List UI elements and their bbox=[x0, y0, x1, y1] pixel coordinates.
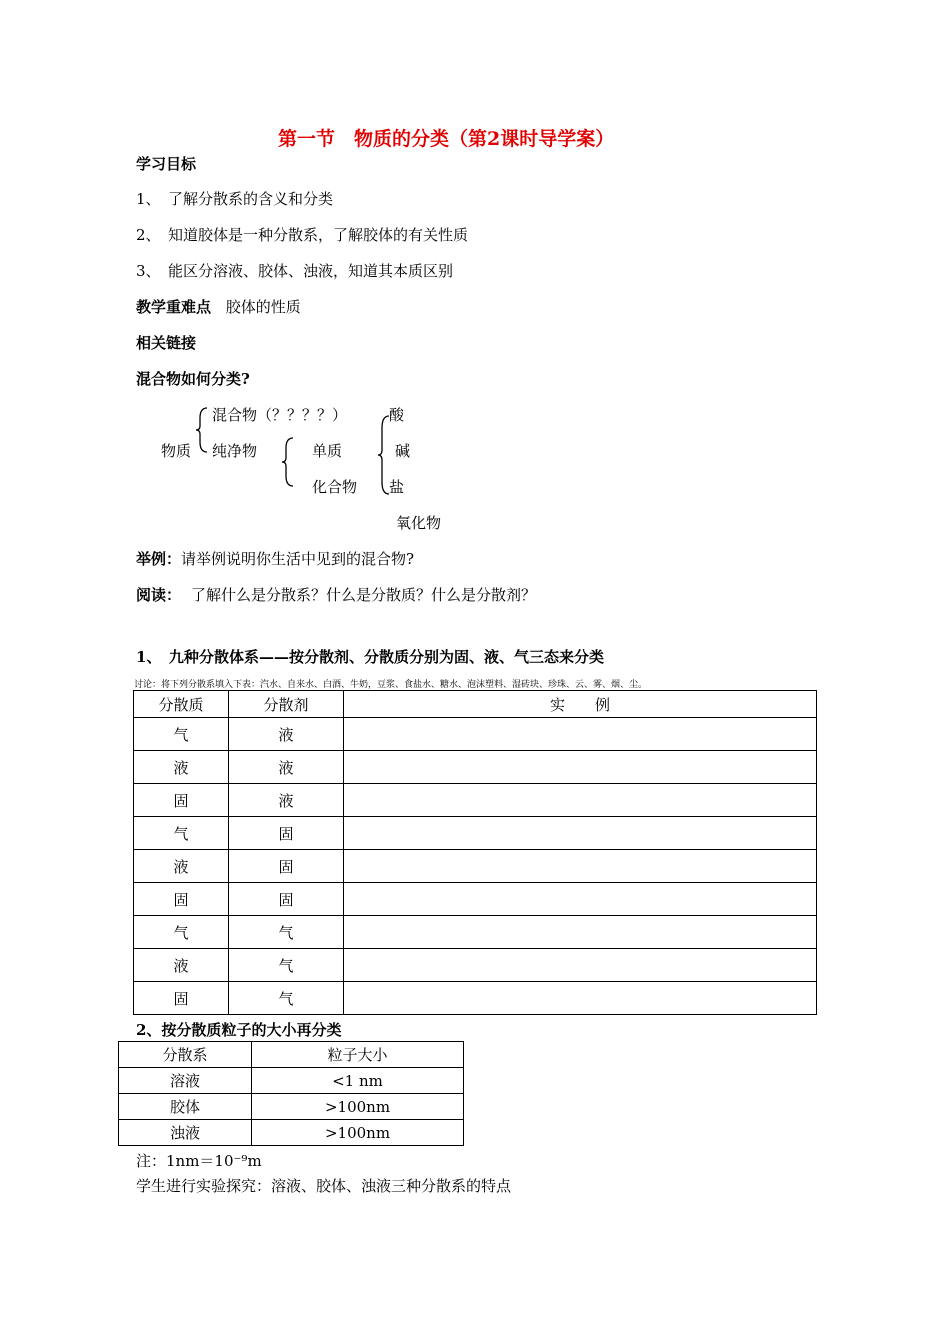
table-cell: 气 bbox=[134, 916, 229, 949]
table-cell: <1 nm bbox=[252, 1068, 464, 1094]
table-cell: 气 bbox=[229, 916, 344, 949]
example-input-cell[interactable] bbox=[344, 883, 817, 916]
example-input-cell[interactable] bbox=[344, 718, 817, 751]
reading-text: 了解什么是分散系？什么是分散质？什么是分散剂？ bbox=[191, 586, 537, 604]
tree-pure: 纯净物 bbox=[212, 442, 258, 460]
table-cell: 胶体 bbox=[119, 1094, 252, 1120]
example-input-cell[interactable] bbox=[344, 817, 817, 850]
table-cell: >100nm bbox=[252, 1120, 464, 1146]
table-row bbox=[134, 916, 817, 949]
tree-root: 物质 bbox=[161, 442, 192, 460]
experiment-line: 学生进行实验探究：溶液、胶体、浊液三种分散系的特点 bbox=[136, 1177, 512, 1195]
table-row bbox=[134, 982, 817, 1015]
example-input-cell[interactable] bbox=[344, 949, 817, 982]
table-cell: 液 bbox=[134, 751, 229, 784]
brace-root bbox=[195, 406, 209, 454]
table-cell: 液 bbox=[134, 850, 229, 883]
objective-item: 2、 知道胶体是一种分散系，了解胶体的有关性质 bbox=[136, 226, 469, 244]
reading-line bbox=[136, 584, 536, 605]
mixture-question: 混合物如何分类? bbox=[136, 370, 250, 388]
tree-element: 单质 bbox=[312, 442, 343, 460]
table-row bbox=[119, 1094, 464, 1120]
example-label: 举例： bbox=[136, 550, 182, 568]
dispersion-table bbox=[133, 690, 817, 1015]
table-cell: 气 bbox=[134, 718, 229, 751]
example-line bbox=[136, 548, 414, 569]
tree-oxide: 氧化物 bbox=[396, 514, 442, 532]
table-cell: 固 bbox=[134, 982, 229, 1015]
table-cell: 液 bbox=[134, 949, 229, 982]
tree-acid: 酸 bbox=[389, 406, 405, 424]
table-header: 分散剂 bbox=[229, 691, 344, 718]
table-row bbox=[119, 1068, 464, 1094]
tree-compound: 化合物 bbox=[312, 478, 358, 496]
table-cell: 溶液 bbox=[119, 1068, 252, 1094]
table-cell: 液 bbox=[229, 751, 344, 784]
section1-heading: 1、 九种分散体系——按分散剂、分散质分别为固、液、气三态来分类 bbox=[136, 648, 604, 666]
table-row bbox=[134, 718, 817, 751]
table-cell: 固 bbox=[229, 817, 344, 850]
table-cell: 固 bbox=[134, 784, 229, 817]
table-cell: 液 bbox=[229, 718, 344, 751]
table-cell: 固 bbox=[229, 850, 344, 883]
tree-mixture: 混合物（？？？？） bbox=[212, 406, 348, 424]
table-cell: 浊液 bbox=[119, 1120, 252, 1146]
example-input-cell[interactable] bbox=[344, 751, 817, 784]
table-cell: 液 bbox=[229, 784, 344, 817]
table-row bbox=[134, 751, 817, 784]
objective-item: 3、 能区分溶液、胶体、浊液，知道其本质区别 bbox=[136, 262, 454, 280]
table-row bbox=[134, 883, 817, 916]
table-header: 实 例 bbox=[344, 691, 817, 718]
key-points-text: 胶体的性质 bbox=[225, 298, 301, 316]
table-cell: 气 bbox=[229, 949, 344, 982]
table-cell: >100nm bbox=[252, 1094, 464, 1120]
objective-item: 1、 了解分散系的含义和分类 bbox=[136, 190, 334, 208]
discussion-note: 讨论：将下列分散系填入下表：汽水、自来水、白酒、牛奶，豆浆、食盐水、糖水、泡沫塑料、湿砖块、珍珠、云、雾、烟、尘。 bbox=[134, 680, 648, 690]
table-header-row bbox=[119, 1042, 464, 1068]
reading-label: 阅读： bbox=[136, 586, 182, 604]
key-points-label: 教学重难点 bbox=[136, 298, 212, 316]
table-cell: 固 bbox=[229, 883, 344, 916]
particle-size-table bbox=[118, 1041, 464, 1146]
table-row bbox=[119, 1120, 464, 1146]
page-title: 第一节 物质的分类（第2课时导学案） bbox=[278, 128, 615, 150]
related-links-heading: 相关链接 bbox=[136, 334, 197, 352]
table-row bbox=[134, 850, 817, 883]
key-points bbox=[136, 296, 301, 317]
section2-heading: 2、按分散质粒子的大小再分类 bbox=[136, 1021, 342, 1039]
example-input-cell[interactable] bbox=[344, 982, 817, 1015]
example-input-cell[interactable] bbox=[344, 784, 817, 817]
objectives-heading: 学习目标 bbox=[136, 155, 197, 173]
table-header: 分散系 bbox=[119, 1042, 252, 1068]
unit-note: 注：1nm＝10⁻⁹m bbox=[136, 1152, 262, 1170]
table-header: 粒子大小 bbox=[252, 1042, 464, 1068]
table-cell: 气 bbox=[134, 817, 229, 850]
example-input-cell[interactable] bbox=[344, 916, 817, 949]
table-cell: 气 bbox=[229, 982, 344, 1015]
table-row bbox=[134, 949, 817, 982]
table-header-row bbox=[134, 691, 817, 718]
tree-base: 碱 bbox=[395, 442, 411, 460]
table-cell: 固 bbox=[134, 883, 229, 916]
tree-salt: 盐 bbox=[389, 478, 405, 496]
example-text: 请举例说明你生活中见到的混合物? bbox=[181, 550, 415, 568]
brace-pure bbox=[281, 436, 295, 488]
table-header: 分散质 bbox=[134, 691, 229, 718]
example-input-cell[interactable] bbox=[344, 850, 817, 883]
table-row bbox=[134, 817, 817, 850]
table-row bbox=[134, 784, 817, 817]
